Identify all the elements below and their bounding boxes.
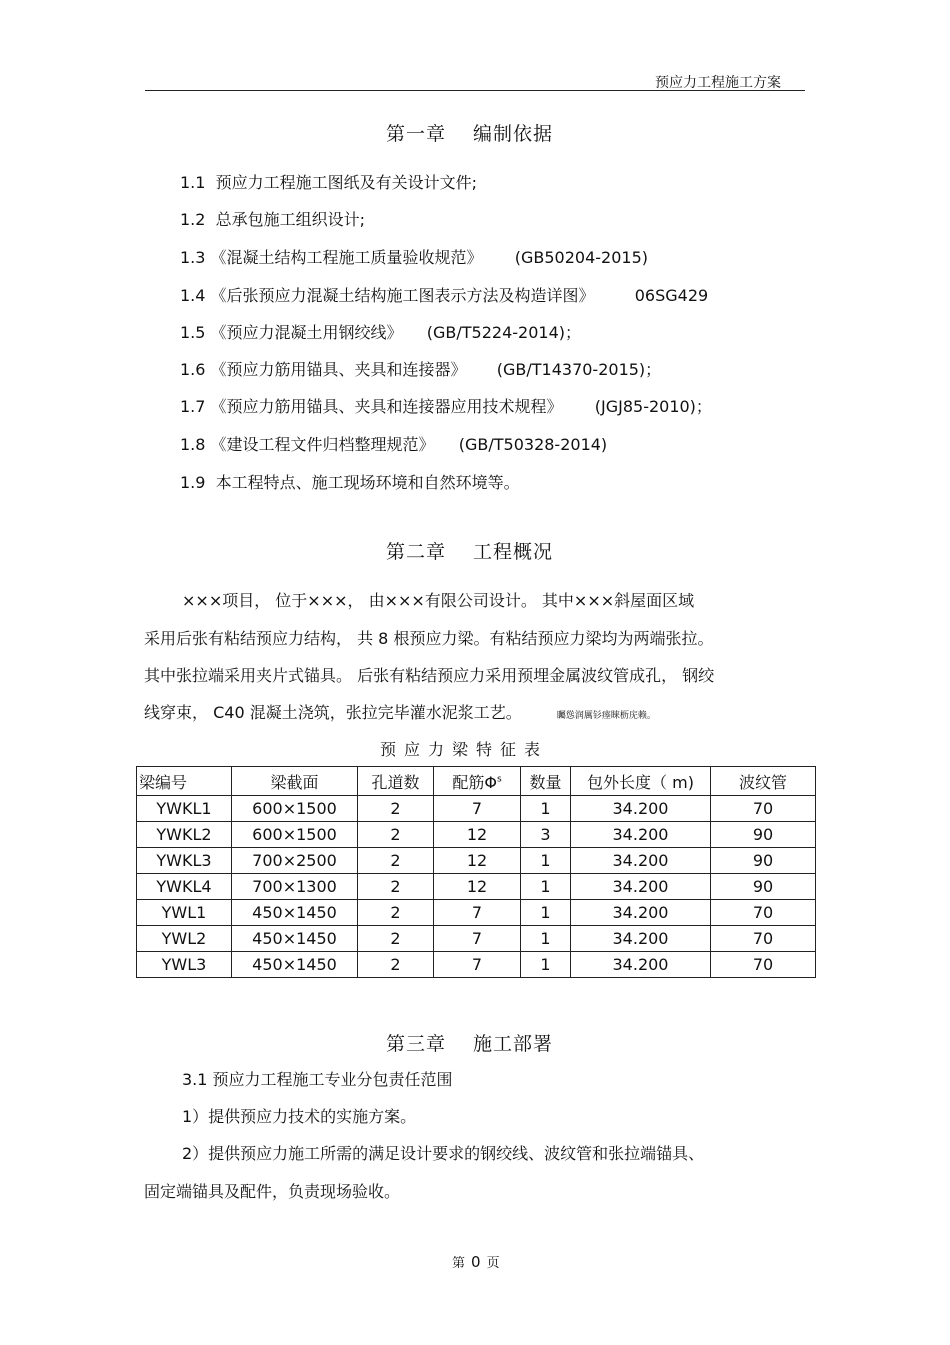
cell-corrugated-pipe: 90 bbox=[711, 848, 816, 874]
cell-duct-count: 2 bbox=[358, 952, 434, 978]
ref-item-1-2 bbox=[180, 207, 365, 230]
ref-item-text: 《预应力筋用锚具、夹具和连接器应用技术规程》 bbox=[210, 397, 563, 416]
page-header-title: 预应力工程施工方案 bbox=[655, 75, 781, 91]
page-number: 0 bbox=[471, 1253, 481, 1271]
chapter2-title: 第二章 工程概况 bbox=[386, 541, 554, 563]
cell-quantity: 3 bbox=[521, 822, 571, 848]
table-caption: 预应力梁特征表 bbox=[380, 740, 549, 759]
ref-item-text: 本工程特点、施工现场环境和自然环境等。 bbox=[215, 473, 520, 492]
header-rule bbox=[145, 90, 805, 91]
ref-item-1-4 bbox=[180, 283, 708, 306]
cell-duct-count: 2 bbox=[358, 796, 434, 822]
cell-beam-id: YWL2 bbox=[137, 926, 232, 952]
ref-item-1-6 bbox=[180, 357, 661, 380]
cell-corrugated-pipe: 70 bbox=[711, 952, 816, 978]
header-quantity: 数量 bbox=[521, 767, 571, 796]
ref-item-code: (GB/T14370-2015)； bbox=[496, 360, 662, 379]
footer-suffix: 页 bbox=[486, 1256, 500, 1271]
cell-corrugated-pipe: 70 bbox=[711, 900, 816, 926]
table-row bbox=[137, 874, 816, 900]
cell-quantity: 1 bbox=[521, 848, 571, 874]
cell-reinforcement: 7 bbox=[434, 952, 521, 978]
ref-item-text: 《预应力混凝土用钢绞线》 bbox=[210, 323, 403, 342]
ref-item-text: 总承包施工组织设计; bbox=[215, 210, 366, 229]
ref-item-1-9 bbox=[180, 470, 520, 493]
cell-section: 600×1500 bbox=[232, 796, 358, 822]
cell-corrugated-pipe: 90 bbox=[711, 822, 816, 848]
cell-quantity: 1 bbox=[521, 874, 571, 900]
ref-item-code: (GB50204-2015) bbox=[514, 248, 648, 267]
cell-duct-count: 2 bbox=[358, 926, 434, 952]
cell-quantity: 1 bbox=[521, 796, 571, 822]
scope-item-1: 1）提供预应力技术的实施方案。 bbox=[182, 1107, 417, 1126]
cell-section: 450×1450 bbox=[232, 900, 358, 926]
ref-item-1-8 bbox=[180, 432, 607, 455]
ref-item-number: 1.5 bbox=[180, 323, 206, 342]
cell-quantity: 1 bbox=[521, 900, 571, 926]
table-row bbox=[137, 848, 816, 874]
ref-item-1-1 bbox=[180, 170, 477, 193]
ref-item-code: (GB/T5224-2014)； bbox=[426, 323, 581, 342]
cell-reinforcement: 12 bbox=[434, 848, 521, 874]
ref-item-text: 预应力工程施工图纸及有关设计文件; bbox=[215, 173, 478, 192]
ref-item-number: 1.8 bbox=[180, 435, 206, 454]
table-row bbox=[137, 900, 816, 926]
ref-item-number: 1.7 bbox=[180, 397, 206, 416]
ref-item-text: 《建设工程文件归档整理规范》 bbox=[210, 435, 435, 454]
cell-reinforcement: 7 bbox=[434, 796, 521, 822]
cell-duct-count: 2 bbox=[358, 822, 434, 848]
ref-item-code: (JGJ85-2010)； bbox=[594, 397, 712, 416]
cell-duct-count: 2 bbox=[358, 900, 434, 926]
ref-item-number: 1.9 bbox=[180, 473, 206, 492]
header-reinforcement: 配筋$\Phi^s$ bbox=[434, 767, 521, 796]
scope-item-2: 2）提供预应力施工所需的满足设计要求的钢绞线、波纹管和张拉端锚具、 bbox=[182, 1144, 705, 1163]
header-beam-id: 梁编号 bbox=[137, 767, 232, 796]
beam-spec-table bbox=[136, 766, 816, 978]
overview-line-4-text: 线穿束， C40 混凝土浇筑，张拉完毕灌水泥浆工艺。 bbox=[144, 703, 522, 722]
cell-beam-id: YWKL1 bbox=[137, 796, 232, 822]
header-corrugated-pipe: 波纹管 bbox=[711, 767, 816, 796]
cell-length: 34.200 bbox=[571, 874, 711, 900]
cell-duct-count: 2 bbox=[358, 848, 434, 874]
cell-quantity: 1 bbox=[521, 952, 571, 978]
ref-item-1-7 bbox=[180, 394, 712, 417]
ref-item-1-3 bbox=[180, 245, 648, 268]
table-row bbox=[137, 926, 816, 952]
ref-item-number: 1.2 bbox=[180, 210, 206, 229]
ref-item-text: 《预应力筋用锚具、夹具和连接器》 bbox=[210, 360, 467, 379]
cell-length: 34.200 bbox=[571, 900, 711, 926]
table-row bbox=[137, 822, 816, 848]
scope-item-2-continuation: 固定端锚具及配件，负责现场验收。 bbox=[144, 1182, 401, 1201]
cell-beam-id: YWKL3 bbox=[137, 848, 232, 874]
header-duct-count: 孔道数 bbox=[358, 767, 434, 796]
ref-item-text: 《混凝土结构工程施工质量验收规范》 bbox=[210, 248, 483, 267]
cell-beam-id: YWKL4 bbox=[137, 874, 232, 900]
ref-item-number: 1.4 bbox=[180, 286, 206, 305]
reinforcement-superscript: s bbox=[496, 774, 502, 785]
section-3-1-heading: 3.1 预应力工程施工专业分包责任范围 bbox=[182, 1070, 453, 1089]
cell-corrugated-pipe: 70 bbox=[711, 926, 816, 952]
header-length: 包外长度（ m) bbox=[571, 767, 711, 796]
overview-line-1: ×××项目， 位于×××， 由×××有限公司设计。 其中×××斜屋面区域 bbox=[182, 591, 695, 610]
cell-section: 700×1300 bbox=[232, 874, 358, 900]
cell-reinforcement: 7 bbox=[434, 900, 521, 926]
cell-section: 450×1450 bbox=[232, 952, 358, 978]
table-row bbox=[137, 952, 816, 978]
noise-text: 矚慫润厲钐瘗睞枥庑赖。 bbox=[556, 711, 656, 721]
cell-beam-id: YWL1 bbox=[137, 900, 232, 926]
header-section: 梁截面 bbox=[232, 767, 358, 796]
cell-quantity: 1 bbox=[521, 926, 571, 952]
cell-section: 600×1500 bbox=[232, 822, 358, 848]
overview-line-3: 其中张拉端采用夹片式锚具。 后张有粘结预应力采用预埋金属波纹管成孔， 钢绞 bbox=[144, 666, 715, 685]
cell-length: 34.200 bbox=[571, 952, 711, 978]
cell-length: 34.200 bbox=[571, 822, 711, 848]
cell-corrugated-pipe: 90 bbox=[711, 874, 816, 900]
overview-line-2: 采用后张有粘结预应力结构， 共 8 根预应力梁。有粘结预应力梁均为两端张拉。 bbox=[144, 629, 714, 648]
table-row bbox=[137, 796, 816, 822]
cell-length: 34.200 bbox=[571, 926, 711, 952]
cell-reinforcement: 12 bbox=[434, 822, 521, 848]
ref-item-1-5 bbox=[180, 320, 581, 343]
footer-prefix: 第 bbox=[452, 1256, 466, 1271]
chapter1-title: 第一章 编制依据 bbox=[386, 123, 554, 145]
cell-length: 34.200 bbox=[571, 796, 711, 822]
ref-item-text: 《后张预应力混凝土结构施工图表示方法及构造详图》 bbox=[210, 286, 595, 305]
cell-section: 450×1450 bbox=[232, 926, 358, 952]
chapter3-title: 第三章 施工部署 bbox=[386, 1033, 554, 1055]
cell-section: 700×2500 bbox=[232, 848, 358, 874]
cell-corrugated-pipe: 70 bbox=[711, 796, 816, 822]
cell-reinforcement: 7 bbox=[434, 926, 521, 952]
ref-item-number: 1.6 bbox=[180, 360, 206, 379]
ref-item-number: 1.1 bbox=[180, 173, 206, 192]
cell-duct-count: 2 bbox=[358, 874, 434, 900]
cell-reinforcement: 12 bbox=[434, 874, 521, 900]
table-header-row bbox=[137, 767, 816, 796]
ref-item-code: 06SG429 bbox=[634, 286, 709, 305]
cell-beam-id: YWL3 bbox=[137, 952, 232, 978]
cell-beam-id: YWKL2 bbox=[137, 822, 232, 848]
cell-length: 34.200 bbox=[571, 848, 711, 874]
ref-item-code: (GB/T50328-2014) bbox=[458, 435, 608, 454]
page-footer bbox=[452, 1252, 500, 1271]
ref-item-number: 1.3 bbox=[180, 248, 206, 267]
overview-line-4 bbox=[144, 700, 656, 723]
